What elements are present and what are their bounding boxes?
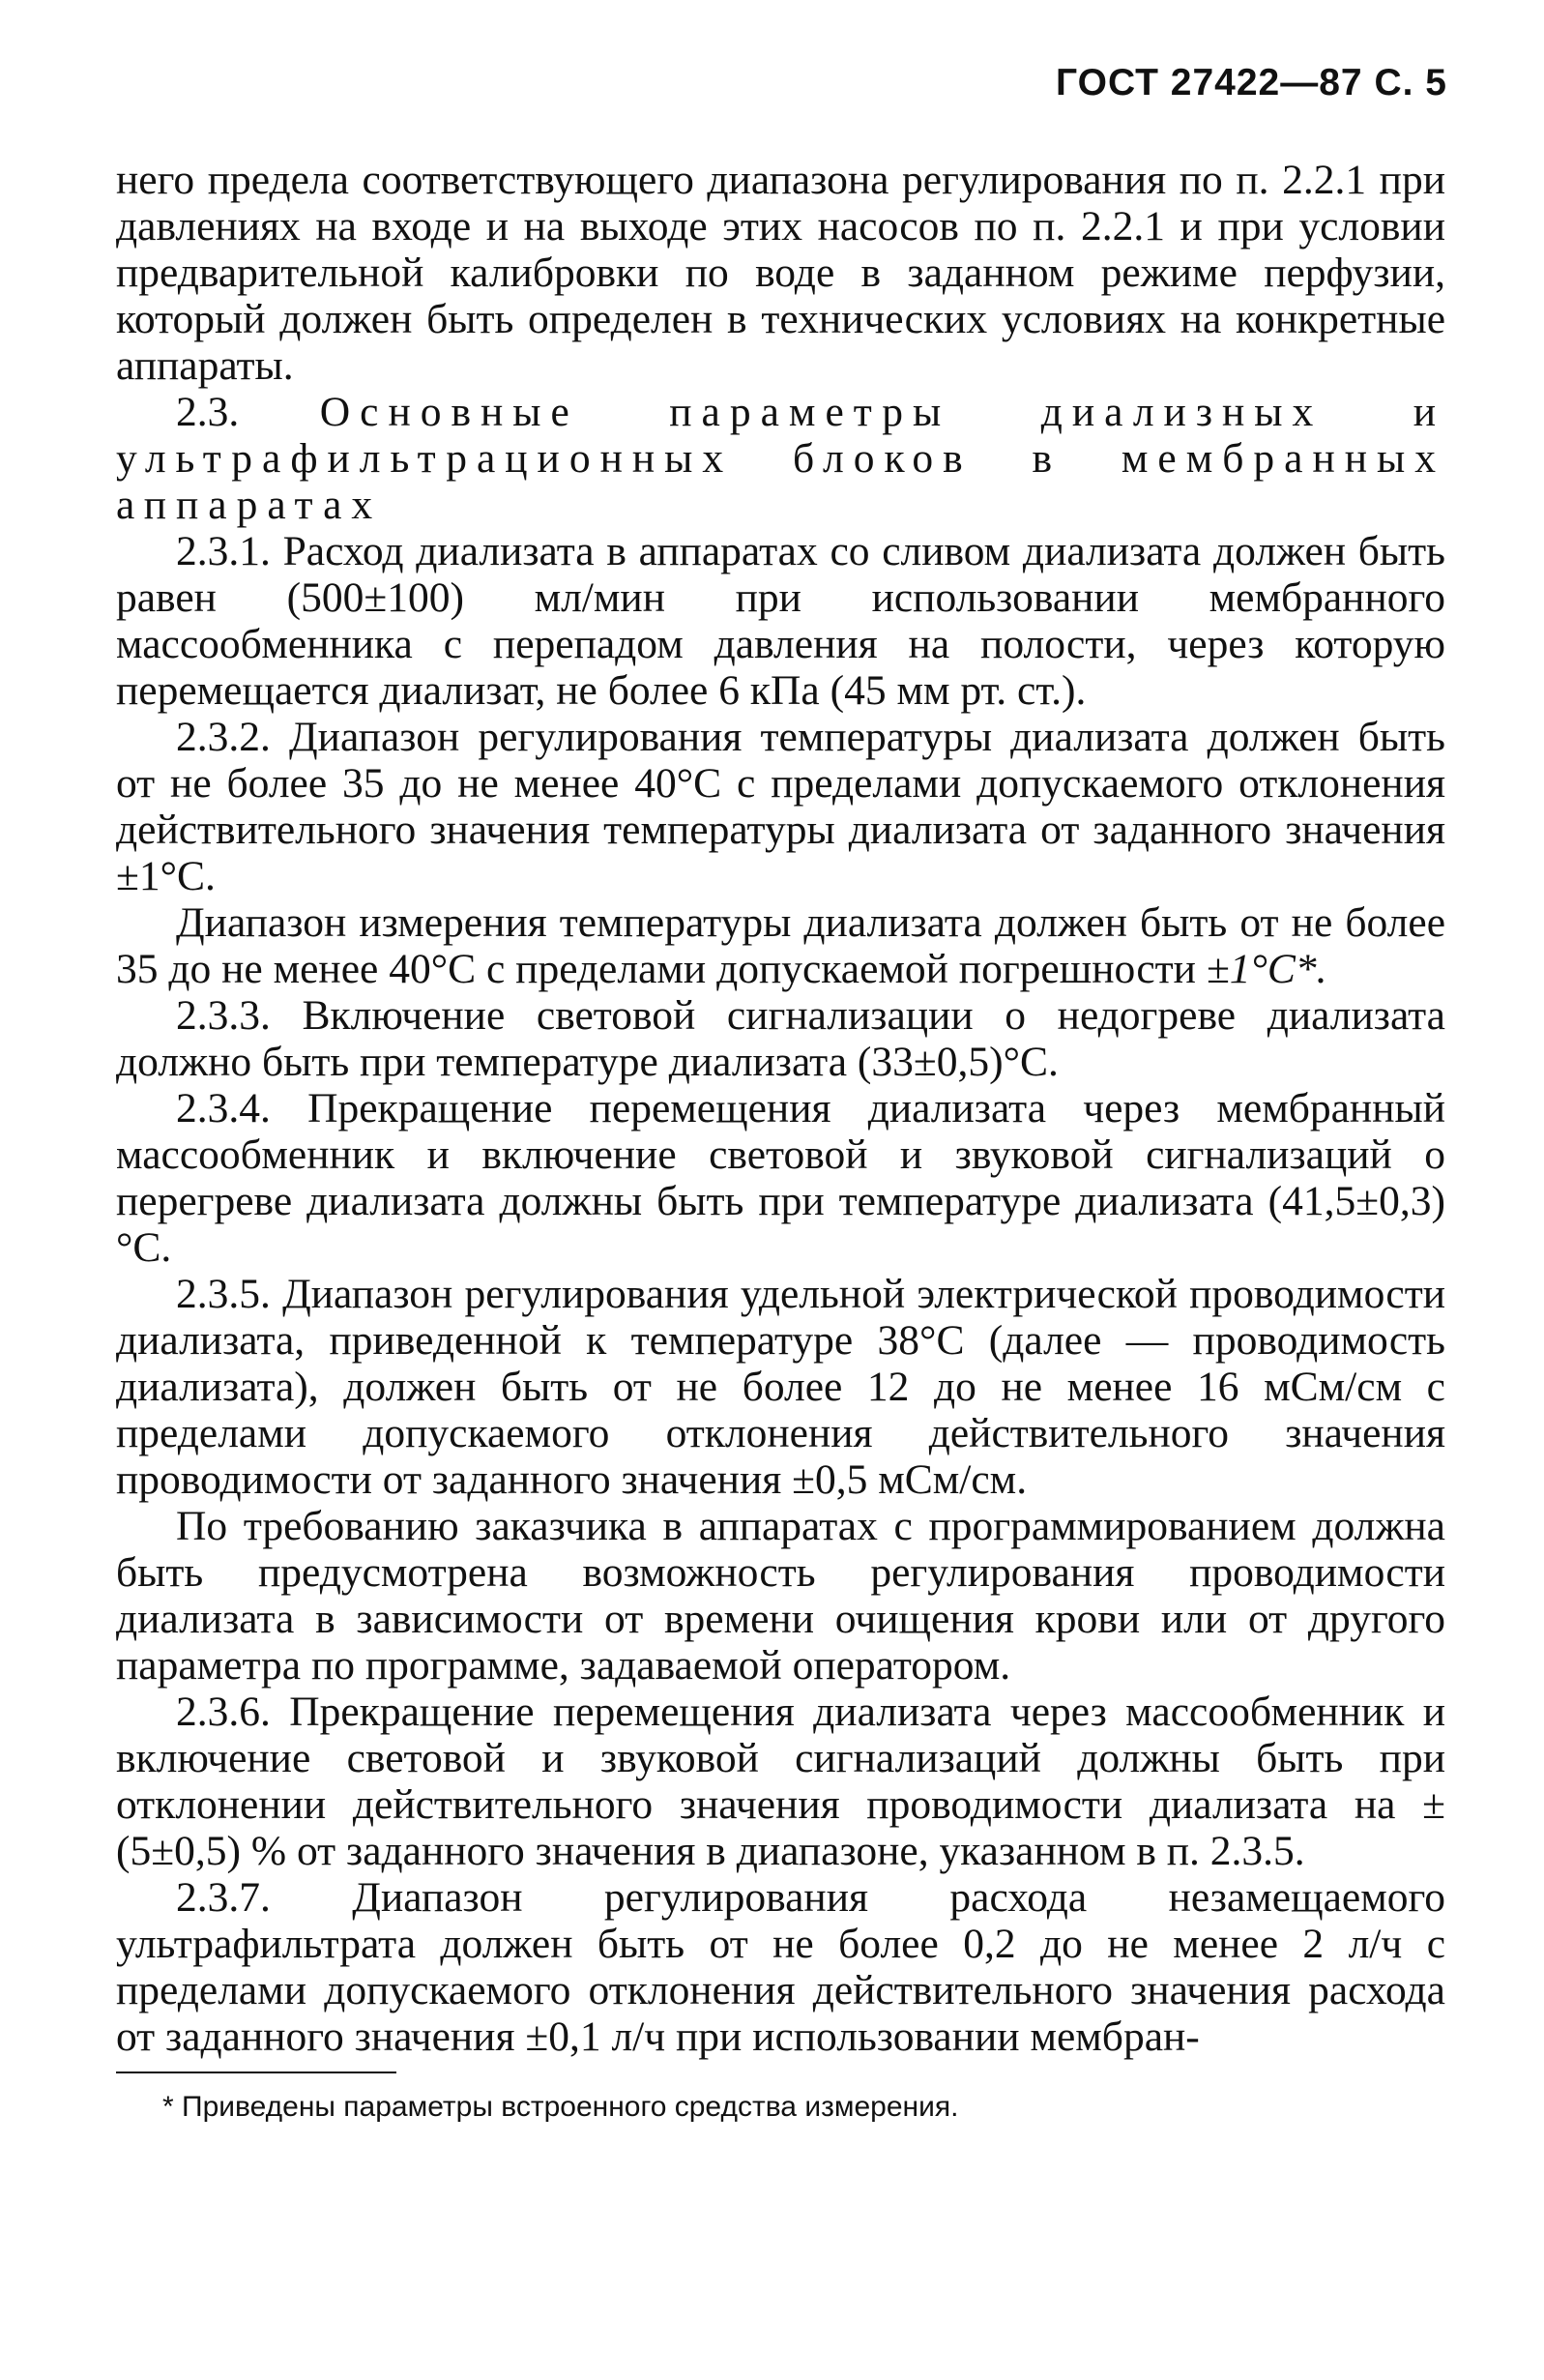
paragraph-2-3-4: 2.3.4. Прекращение перемещения диализата через мембранный массообменник и включение световой и звуковой сигнализаций о перегреве диализата должны быть при температуре диализата (41,5±0,3)°С. <box>116 1085 1445 1271</box>
paragraph-continuation: него предела соответствующего диапазона регулирования по п. 2.2.1 при давлениях на входе и на выходе этих насосов по п. 2.2.1 и при условии предварительной калибровки по воде в заданном режиме перфузии, который должен быть определен в технических условиях на конкретные аппараты. <box>116 157 1445 389</box>
paragraph-2-3-2: 2.3.2. Диапазон регулирования температуры диализата должен быть от не более 35 до не менее 40°С с пределами допускаемого отклонения действительного значения температуры диализата от заданного значения ±1°С. <box>116 714 1445 899</box>
running-head: ГОСТ 27422—87 С. 5 <box>1056 62 1447 103</box>
measurement-range-tolerance: ±1°С*. <box>1206 946 1327 992</box>
footnote: * Приведены параметры встроенного средства измерения. <box>162 2091 959 2123</box>
section-heading-number: 2.3. <box>176 389 240 435</box>
section-heading <box>116 389 1445 528</box>
measurement-range-text: Диапазон измерения температуры диализата должен быть от не более 35 до не менее 40°С с пределами допускаемой погрешности <box>116 899 1445 992</box>
paragraph-measurement-range <box>116 899 1445 992</box>
document-body <box>116 157 1445 2060</box>
paragraph-2-3-1: 2.3.1. Расход диализата в аппаратах со сливом диализата должен быть равен (500±100) мл/мин при использовании мембранного массообменника с перепадом давления на полости, через которую перемещается диализат, не более 6 кПа (45 мм рт. ст.). <box>116 528 1445 714</box>
section-heading-title: Основные параметры диализных и ультрафильтрационных блоков в мембранных аппаратах <box>116 389 1445 528</box>
paragraph-2-3-3: 2.3.3. Включение световой сигнализации о недогреве диализата должно быть при температуре диализата (33±0,5)°С. <box>116 992 1445 1085</box>
footnote-divider <box>116 2071 396 2073</box>
paragraph-2-3-6: 2.3.6. Прекращение перемещения диализата через массообменник и включение световой и звуковой сигнализаций должны быть при отклонении действительного значения проводимости диализата на ±(5±0,5) % от заданного значения в диапазоне, указанном в п. 2.3.5. <box>116 1689 1445 1874</box>
paragraph-2-3-5: 2.3.5. Диапазон регулирования удельной электрической проводимости диализата, приведенной к температуре 38°С (далее — проводимость диализата), должен быть от не более 12 до не менее 16 мСм/см с пределами допускаемого отклонения действительного значения проводимости от заданного значения ±0,5 мСм/см. <box>116 1271 1445 1503</box>
paragraph-customer-requirement: По требованию заказчика в аппаратах с программированием должна быть предусмотрена возможность регулирования проводимости диализата в зависимости от времени очищения крови или от другого параметра по программе, задаваемой оператором. <box>116 1503 1445 1689</box>
paragraph-2-3-7: 2.3.7. Диапазон регулирования расхода незамещаемого ультрафильтрата должен быть от не более 0,2 до не менее 2 л/ч с пределами допускаемого отклонения действительного значения расхода от заданного значения ±0,1 л/ч при использовании мембран- <box>116 1874 1445 2060</box>
